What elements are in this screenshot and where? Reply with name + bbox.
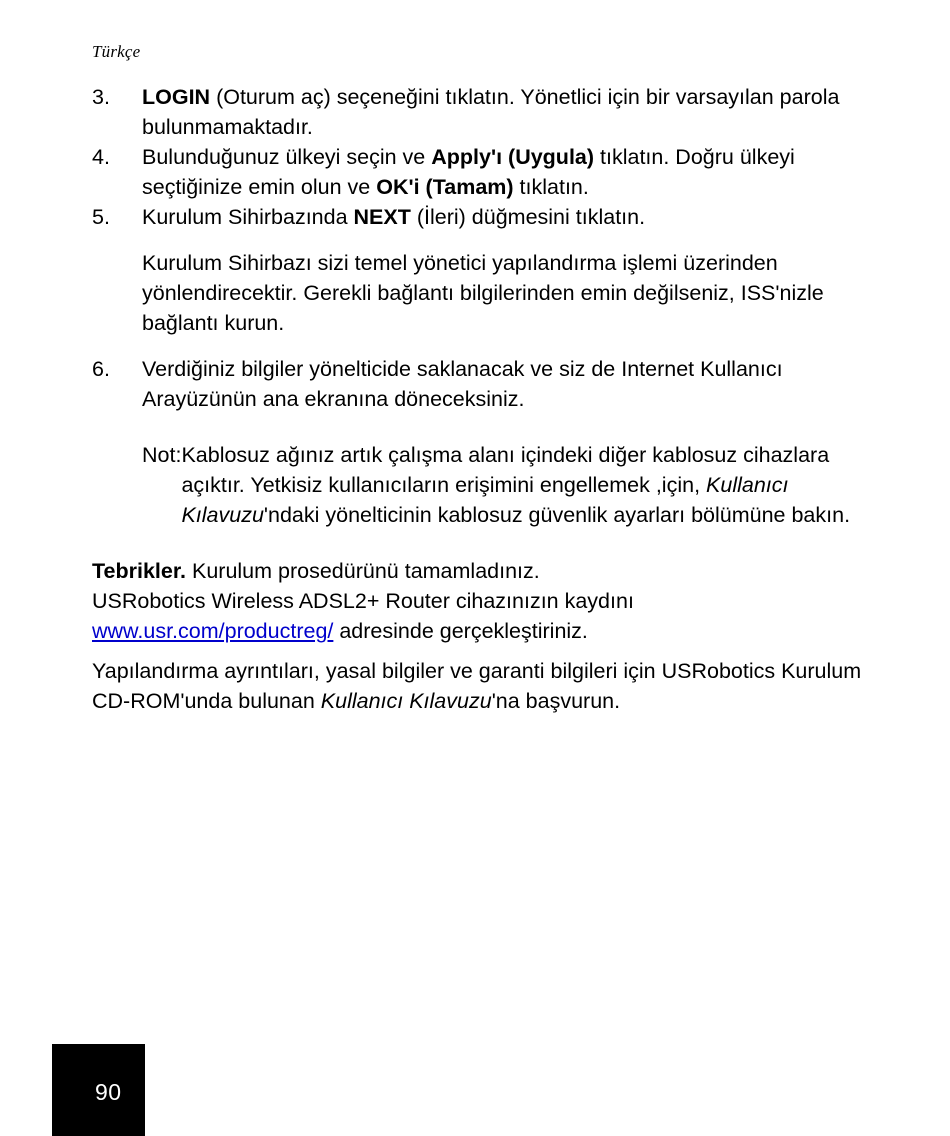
step4-part3: tıklatın. xyxy=(513,175,589,199)
page-number: 90 xyxy=(95,1079,122,1105)
note-part1: Kablosuz ağınız artık çalışma alanı içindeki diğer kablosuz cihazlara açıktır. Yetkisiz kullanıcıların erişimini engellemek ,için, xyxy=(181,443,830,497)
list-item-number: 4. xyxy=(92,145,110,169)
note-block xyxy=(142,440,882,530)
final-part1: Yapılandırma ayrıntıları, yasal bilgiler ve garanti bilgileri için USRobotics Kurulum CD-ROM'unda bulunan xyxy=(92,659,862,713)
step5-next-keyword: NEXT xyxy=(353,205,411,229)
registration-line xyxy=(92,586,882,646)
final-manual-title: Kullanıcı Kılavuzu xyxy=(320,689,492,713)
step4-part1: Bulunduğunuz ülkeyi seçin ve xyxy=(142,145,432,169)
step5-part2: (İleri) düğmesini tıklatın. xyxy=(410,205,646,229)
spacer xyxy=(92,232,882,248)
step5-part1: Kurulum Sihirbazında xyxy=(142,205,354,229)
step3-keyword: LOGIN xyxy=(142,85,211,109)
list-item-text xyxy=(142,82,882,142)
congratulations-rest: Kurulum prosedürünü tamamladınız. xyxy=(186,559,540,583)
congratulations-bold: Tebrikler. xyxy=(92,559,187,583)
spacer xyxy=(92,414,882,440)
list-item-text: Verdiğiniz bilgiler yönelticide saklanacak ve siz de Internet Kullanıcı Arayüzünün ana ekranına döneceksiniz. xyxy=(142,357,783,411)
product-registration-link[interactable]: www.usr.com/productreg/ xyxy=(92,619,334,643)
registration-text-before: USRobotics Wireless ADSL2+ Router cihazınızın kaydını xyxy=(92,589,634,613)
document-body xyxy=(92,82,882,716)
page-header-language: Türkçe xyxy=(92,42,141,61)
spacer xyxy=(92,338,882,354)
note-part2: 'ndaki yönelticinin kablosuz güvenlik ayarları bölümüne bakın. xyxy=(263,503,851,527)
list-item xyxy=(92,354,882,414)
list-item xyxy=(92,142,882,202)
list-item-text xyxy=(142,142,882,202)
congratulations-line xyxy=(92,556,882,586)
step4-ok-keyword: OK'i (Tamam) xyxy=(376,175,514,199)
spacer xyxy=(92,530,882,556)
step5-body-paragraph: Kurulum Sihirbazı sizi temel yönetici yapılandırma işlemi üzerinden yönlendirecektir. Gerekli bağlantı bilgilerinden emin değilseniz, ISS'nizle bağlantı kurun. xyxy=(142,251,824,335)
closing-block xyxy=(92,556,882,716)
step4-apply-keyword: Apply'ı (Uygula) xyxy=(431,145,595,169)
list-item-number: 5. xyxy=(92,205,110,229)
list-item-number: 6. xyxy=(92,357,110,381)
list-item xyxy=(92,82,882,142)
note-label: Not: xyxy=(142,443,182,467)
step3-rest: (Oturum aç) seçeneğini tıklatın. Yönetlici için bir varsayılan parola bulunmamaktadır. xyxy=(142,85,840,139)
final-part2: 'na başvurun. xyxy=(491,689,621,713)
note-text xyxy=(181,440,882,530)
step4-part2: tıklatın. Doğru ülkeyi seçtiğinize emin olun ve xyxy=(142,145,795,199)
list-item xyxy=(92,202,882,232)
list-item-text xyxy=(142,202,882,232)
final-paragraph xyxy=(92,656,882,716)
registration-text-after: adresinde gerçekleştiriniz. xyxy=(333,619,588,643)
note-manual-title: Kullanıcı Kılavuzu xyxy=(181,473,789,527)
spacer xyxy=(92,646,882,656)
list-item-number: 3. xyxy=(92,85,110,109)
